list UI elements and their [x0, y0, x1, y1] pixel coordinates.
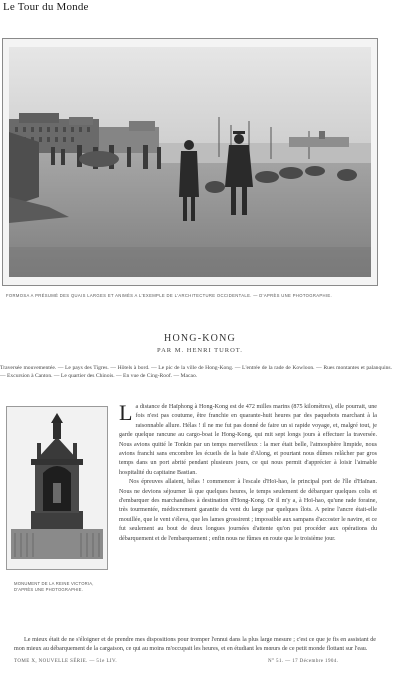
harbor-photo-frame [2, 38, 378, 286]
harbor-photo [9, 47, 371, 277]
footer-volume: TOME X, NOUVELLE SÉRIE. — 51e LIV. [14, 659, 117, 664]
drop-cap: L [119, 403, 133, 425]
article-body-wide [14, 636, 376, 655]
monument-image [6, 406, 108, 570]
article-summary: Traversée mouvementée. — Le pays des Tigres. — Hôtels à bord. — Le pic de la ville de Hong-Kong. — L'entrée de la rade de Kowloon. — Rues montantes et palanquins. — Excursion à Canton. — Le quartier des Chinois. — En vue de Cing-Roof. — Macao. [0, 365, 392, 380]
footer-issue: N° 51. — 17 Décembre 1904. [268, 659, 339, 664]
paragraph-2: Nos épreuves allaient, hélas ! commencer à l'escale d'Hoï-hao, le principal port de l'île d'Haïnan. Nous ne devions séjourner là que quelques heures, le temps seulement de débarquer quelques colis et d'embarquer des marchandises à destination d'Hong-Kong. Or il m'y a, à Hoï-hao, qu'une rade foraine, très tourmentée, médiocrement garantie du vent du large par quelques îlots. A peine l'ancre était-elle mouillée, que le vent s'éleva, que les lames grossirent ; impossible aux sampans d'accoster le navire, et ce fut seulement au bout de deux longues journées d'attente qu'on put procéder aux opérations du débarquement et de l'embarquement ; enfin nous ne fûmes en route que le troisième jour. [119, 479, 377, 542]
article-title: HONG-KONG [164, 333, 236, 344]
photo-caption: FORMOSA A PRÉSUMÉ DES QUAIS LARGES ET ANIMÉS A L'EXEMPLE DE L'ARCHITECTURE OCCIDENTALE. — D'APRÈS UNE PHOTOGRAPHIE. [6, 293, 333, 298]
monument-caption: MONUMENT DE LA REINE VICTORIA, D'APRÈS UNE PHOTOGRAPHIE. [14, 581, 94, 592]
masthead: Le Tour du Monde [3, 1, 89, 13]
article-author: PAR M. HENRI TUROT. [157, 347, 243, 354]
paragraph-1: La distance de Haïphong à Hong-Kong est de 472 milles marins (875 kilomètres), elle pourrait, une fois n'est pas coutume, être franchie en quarante-huit heures par des paquebots marchant à la raisonnable allure. Hélas ! il ne me fut pas donné de faire un si rapide voyage, et, malgré tout, je garde quelque rancune au cargo-boat le Hong-Kong, qui mit sept longs jours à effectuer la traversée. Nous avions quitté le Tonkin par un temps merveilleux : la mer était belle, l'atmosphère limpide, nous avions franchi sans encombre les écueils de la baie d'Along, et pourtant nous dûmes relâcher par gros temps dans un port abrité pendant plusieurs jours, ce qui nous permit d'apprécier à loisir l'aimable hospitalité du capitaine Bastian. [119, 403, 377, 476]
article-body-column [119, 403, 377, 629]
paragraph-3: Le mieux était de ne s'éloigner et de prendre mes dispositions pour tromper l'ennui dans la plus large mesure ; c'est ce que je fis en assistant de mon mieux au débarquement de la cargaison, ce qui au moins m'occupait les heures, et en étudiant les mœurs de ce petit monde flottant sur l'eau. [14, 637, 376, 653]
